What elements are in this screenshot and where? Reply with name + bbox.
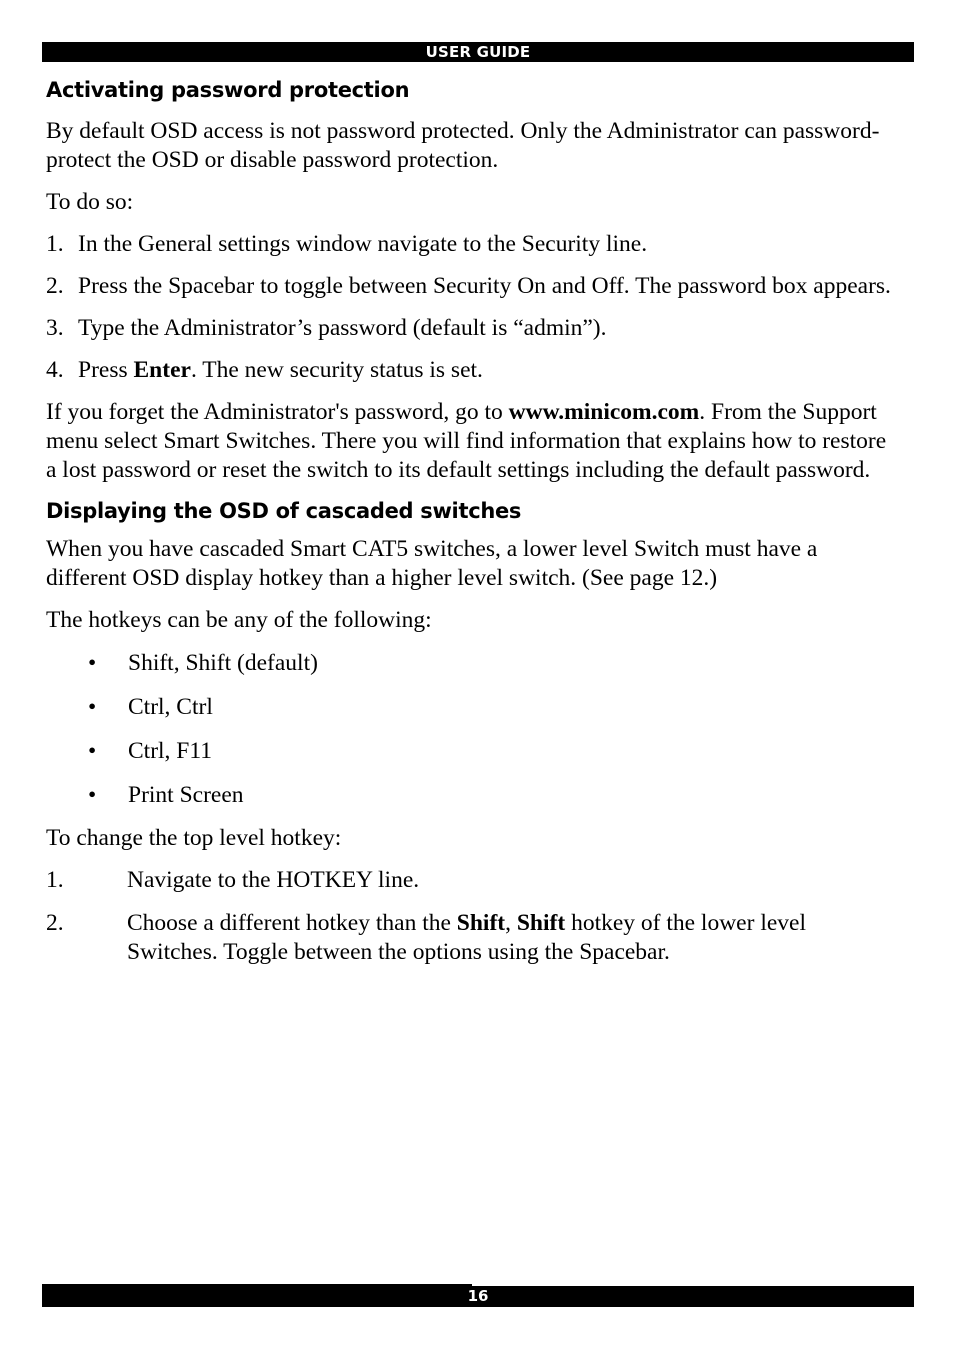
password-intro: By default OSD access is not password protected. Only the Administrator can password-protect the OSD or disable password protection. [46, 118, 880, 173]
list-text: Press the Spacebar to toggle between Security On and Off. The password box appears. [78, 273, 891, 299]
page-number: 16 [467, 1287, 489, 1305]
change-hotkey-intro: To change the top level hotkey: [46, 825, 342, 851]
header-title: USER GUIDE [425, 43, 531, 61]
footer-bar [42, 1286, 914, 1307]
cascaded-intro: When you have cascaded Smart CAT5 switches, a lower level Switch must have a different OSD display hotkey than a higher level switch. (See page 12.) [46, 536, 818, 591]
hotkey-option: Print Screen [128, 782, 244, 808]
list-text: In the General settings window navigate to the Security line. [78, 231, 648, 257]
section-heading-cascaded: Displaying the OSD of cascaded switches [46, 499, 522, 523]
list-text-pre: Choose a different hotkey than the [127, 910, 457, 936]
list-number: 2. [46, 910, 64, 936]
enter-key-label: Enter [133, 357, 191, 383]
list-item [46, 909, 896, 967]
hotkey-option: Shift, Shift (default) [128, 650, 318, 676]
forgot-text-post: . From the Support menu select Smart Switches. There you will find information that explains how to restore a lost password or reset the switch to its default settings including the default password. [46, 399, 887, 483]
support-link[interactable]: www.minicom.com [508, 399, 700, 425]
bullet-item [46, 737, 896, 766]
hotkey-option: Ctrl, F11 [128, 738, 213, 764]
bullet-item [46, 781, 896, 810]
page-content [46, 72, 896, 967]
bullet-glyph: • [88, 694, 97, 720]
bullet-item [46, 649, 896, 678]
list-item [46, 356, 896, 385]
list-item [46, 272, 896, 301]
list-item [46, 866, 896, 895]
list-text-post: . The new security status is set. [190, 357, 483, 383]
list-number: 2. [46, 273, 64, 299]
list-number: 3. [46, 315, 64, 341]
list-text-post: hotkey of the lower level Switches. Toggle between the options using the Spacebar. [127, 910, 806, 965]
list-text-pre: Press [78, 357, 134, 383]
forgot-password-paragraph [46, 398, 896, 485]
list-item [46, 230, 896, 259]
bullet-glyph: • [88, 782, 97, 808]
list-text: Type the Administrator’s password (default is “admin”). [78, 315, 607, 341]
section-heading-password: Activating password protection [46, 78, 410, 102]
list-number: 1. [46, 867, 64, 893]
list-item [46, 314, 896, 343]
header-bar [42, 42, 914, 62]
list-text-sep: , [505, 910, 517, 936]
shift-key-label: Shift [516, 910, 566, 936]
shift-key-label: Shift [456, 910, 506, 936]
list-number: 1. [46, 231, 64, 257]
bullet-glyph: • [88, 738, 97, 764]
list-text: Navigate to the HOTKEY line. [127, 867, 420, 893]
hotkeys-intro: The hotkeys can be any of the following: [46, 607, 432, 633]
bullet-item [46, 693, 896, 722]
bullet-glyph: • [88, 650, 97, 676]
forgot-text-pre: If you forget the Administrator's password, go to [46, 399, 509, 425]
todo-label: To do so: [46, 189, 134, 215]
list-number: 4. [46, 357, 64, 383]
hotkey-option: Ctrl, Ctrl [128, 694, 213, 720]
